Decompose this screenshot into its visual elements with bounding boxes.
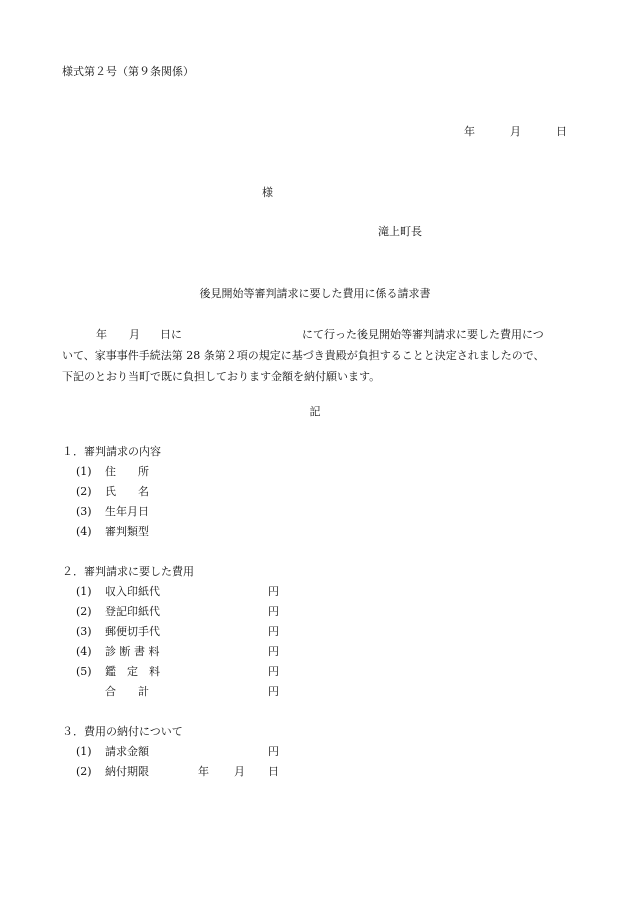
- yen-unit: 円: [268, 605, 279, 618]
- date-year: 年: [464, 125, 475, 138]
- body-line-2: いて、家事事件手続法第 28 条第２項の規定に基づき貴殿が負担することと決定されましたので、: [62, 349, 545, 362]
- item-label: 住 所: [105, 465, 149, 478]
- deadline-year: 年: [198, 765, 209, 778]
- yen-unit: 円: [268, 645, 279, 658]
- body-line-1-rest: にて行った後見開始等審判請求に要した費用につ: [302, 328, 544, 341]
- item-label: 鑑 定 料: [105, 665, 160, 678]
- deadline-month: 月: [234, 765, 245, 778]
- date-month: 月: [510, 125, 521, 138]
- form-number: 様式第２号（第９条関係）: [62, 65, 194, 78]
- issuer-name: 滝上町長: [378, 225, 422, 238]
- item-label: 生年月日: [105, 505, 149, 518]
- body-day: 日に: [160, 328, 182, 341]
- body-line-1: [62, 324, 578, 345]
- yen-unit: 円: [268, 665, 279, 678]
- item-label: 納付期限: [105, 765, 149, 778]
- total-label: 合 計: [105, 685, 149, 698]
- section-heading: １．審判請求の内容: [62, 445, 161, 458]
- document-page: 様式第２号（第９条関係） 年 月 日 様 滝上町長 後見開始等審判請求に要した費用に係る請求書 年 月 日に にて行った後見開始等審判請求に要した費用につ いて、家事事件手続法第 28 条第２項の規定に基づき貴殿が負担することと決定されましたので、 下記のとおり当町で既に負担しております金額を納付願います。 記 １．審判請求の内容 (1) 住 所 (2) 氏 名 (3) 生年月日 (4) 審判類型 ２．審判請求に要した費用 (1) 収入印紙代 円 (2) 登記印紙代 円 (3) 郵便切手代 円 (4) 診 断 書 料 円 (5) 鑑 定 料 円 合 計 円 ３．費用の納付について (1) 請求金額 円 (2) 納付期限 年 月 日: [0, 0, 630, 903]
- ki-marker: 記: [309, 405, 321, 418]
- section-heading: ２．審判請求に要した費用: [62, 565, 194, 578]
- yen-unit: 円: [268, 625, 279, 638]
- document-title: 後見開始等審判請求に要した費用に係る請求書: [199, 287, 431, 300]
- item-label: 氏 名: [105, 485, 149, 498]
- body-paragraph: [62, 324, 578, 387]
- item-label: 請求金額: [105, 745, 149, 758]
- item-label: 登記印紙代: [105, 605, 160, 618]
- date-day: 日: [556, 125, 567, 138]
- yen-unit: 円: [268, 685, 279, 698]
- body-line-3: 下記のとおり当町で既に負担しております金額を納付願います。: [62, 370, 381, 383]
- section-heading: ３．費用の納付について: [62, 725, 183, 738]
- item-label: 審判類型: [105, 525, 149, 538]
- item-label: 収入印紙代: [105, 585, 160, 598]
- yen-unit: 円: [268, 585, 279, 598]
- body-month: 月: [129, 328, 140, 341]
- yen-unit: 円: [268, 745, 279, 758]
- addressee-honorific: 様: [262, 186, 273, 199]
- body-year: 年: [96, 328, 107, 341]
- item-label: 郵便切手代: [105, 625, 160, 638]
- item-label: 診 断 書 料: [105, 645, 160, 658]
- deadline-day: 日: [268, 765, 279, 778]
